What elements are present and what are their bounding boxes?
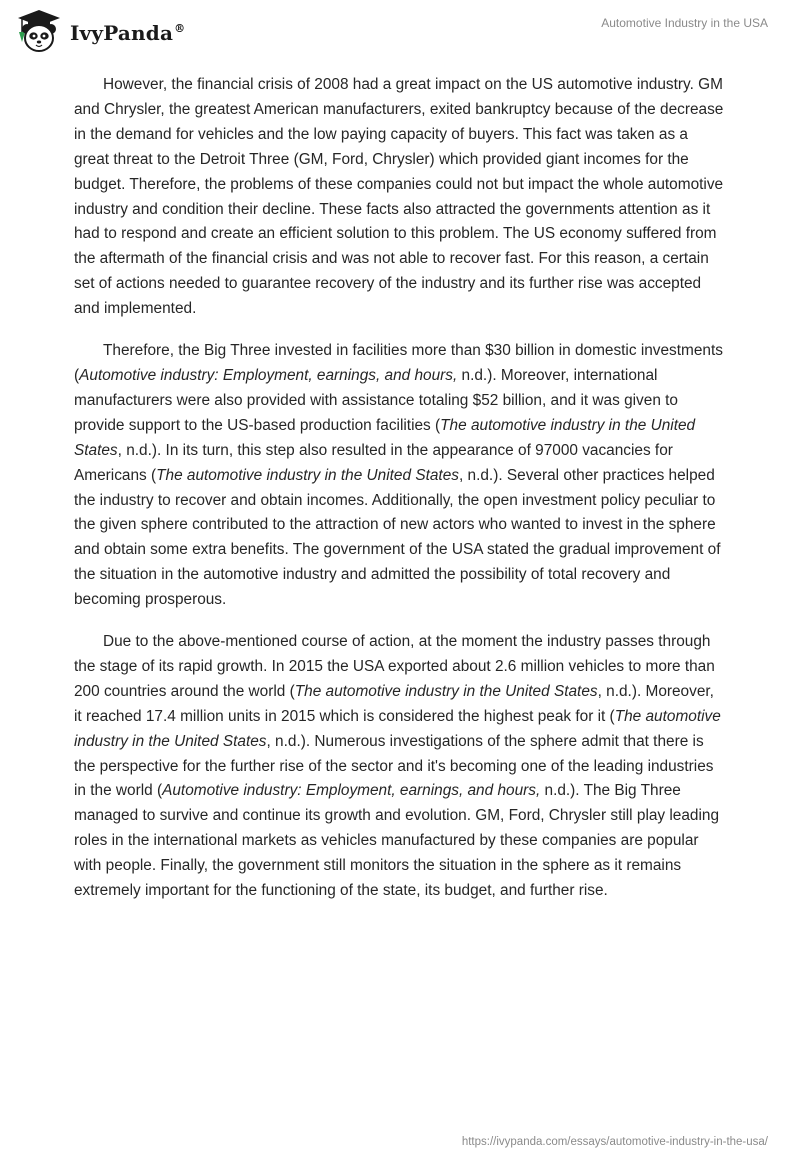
source-url-link[interactable]: https://ivypanda.com/essays/automotive-industry-in-the-usa/ (461, 1136, 768, 1148)
paragraph-1 (74, 73, 724, 322)
paragraph-text: Therefore, the Big Three invested in facilities more than $30 billion in domestic investments ( (74, 342, 723, 384)
citation-title: Automotive industry: Employment, earnings, and hours, (79, 366, 458, 384)
panda-graduate-icon (14, 8, 64, 54)
registered-mark: ® (174, 22, 186, 36)
paragraph-text: Due to the above-mentioned course of action, at the moment the industry passes through the stage of its rapid growth. In 2015 the USA exported about 2.6 million vehicles to more than 200 countries around the world ( (74, 633, 715, 700)
paragraph-3 (74, 630, 724, 904)
paragraph-2 (74, 339, 724, 613)
citation-title: Automotive industry: Employment, earnings, and hours, (162, 782, 541, 800)
page-header (0, 0, 800, 70)
citation-title: The automotive industry in the United States (74, 416, 696, 459)
ivypanda-logo[interactable] (14, 8, 185, 54)
paragraph-text: However, the financial crisis of 2008 had a great impact on the US automotive industry. GM and Chrysler, the greatest American manufacturers, exited bankruptcy because of the decrease in the demand for vehicles and the low paying capacity of buyers. This fact was taken as a great threat to the Detroit Three (GM, Ford, Chrysler) which provided giant incomes for the budget. Therefore, the problems of these companies could not but impact the whole automotive industry and condition their decline. These facts also attracted the governments attention as it had to respond and create an efficient solution to this problem. The US economy suffered from the aftermath of the financial crisis and was not able to recover fast. For this reason, a certain set of actions needed to guarantee recovery of the industry and its further rise was accepted and implemented. (74, 76, 724, 318)
running-title: Automotive Industry in the USA (601, 16, 768, 30)
paragraph-text: n.d.). Moreover, international manufacturers were also provided with assistance totaling $52 billion, and it was given to provide support to the US-based production facilities ( (74, 366, 678, 434)
paragraph-text: n.d.). The Big Three managed to survive and continue its growth and evolution. GM, Ford, Chrysler still play leading roles in the international markets as vehicles manufactured by these companies are popular with people. Finally, the government still monitors the situation in the sphere as it remains extremely important for the functioning of the state, its budget, and further rise. (74, 782, 720, 900)
logo-wordmark: IvyPanda® (70, 21, 186, 45)
essay-body (74, 73, 724, 921)
citation-title: The automotive industry in the United States (294, 682, 598, 700)
citation-title: The automotive industry in the United States (156, 466, 459, 484)
paragraph-text: , n.d.). In its turn, this step also resulted in the appearance of 97000 vacancies for Americans ( (74, 441, 673, 484)
citation-title: The automotive industry in the United States (74, 707, 721, 750)
paragraph-text: , n.d.). Numerous investigations of the sphere admit that there is the perspective for the further rise of the sector and it's becoming one of the leading industries in the world ( (74, 732, 714, 800)
paragraph-text: , n.d.). Several other practices helped the industry to recover and obtain incomes. Additionally, the open investment policy peculiar to the given sphere contributed to the attraction of new actors who wanted to invest in the sphere and obtain some extra benefits. The government of the USA stated the gradual improvement of the situation in the automotive industry and admitted the possibility of total recovery and becoming prosperous. (74, 466, 721, 609)
paragraph-text: , n.d.). Moreover, it reached 17.4 million units in 2015 which is considered the highest peak for it ( (74, 682, 714, 725)
